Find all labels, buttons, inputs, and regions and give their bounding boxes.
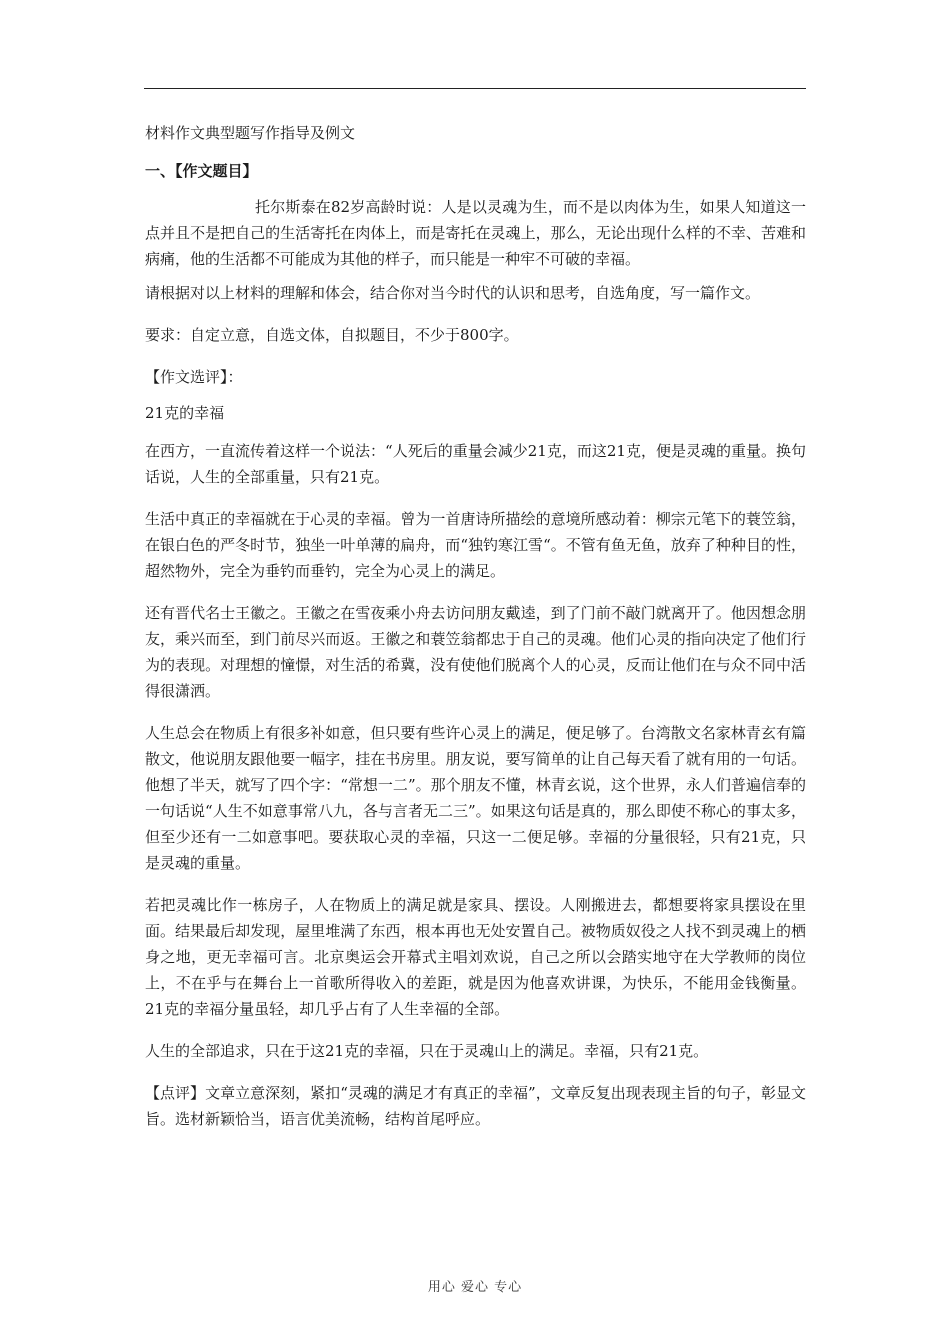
essay-title: 21克的幸福 — [145, 404, 225, 422]
essay-paragraph: 若把灵魂比作一栋房子，人在物质上的满足就是家具、摆设。人刚搬进去，都想要将家具摆设在里面。结果最后却发现，屋里堆满了东西，根本再也无处安置自己。被物质奴役之人找不到灵魂上的栖身之地，更无幸福可言。北京奥运会开幕式主唱刘欢说，自己之所以会踏实地守在大学教师的岗位上，不在乎与在舞台上一首歌所得收入的差距，就是因为他喜欢讲课，为快乐，不能用金钱衡量。21克的幸福分量虽轻，却几乎占有了人生幸福的全部。 — [145, 896, 806, 1018]
essay-paragraph: 还有晋代名士王徽之。王徽之在雪夜乘小舟去访问朋友戴逵，到了门前不敲门就离开了。他因想念朋友，乘兴而至，到门前尽兴而返。王徽之和蓑笠翁都忠于自己的灵魂。他们心灵的指向决定了他们行为的表现。对理想的憧憬，对生活的希冀，没有使他们脱离个人的心灵，反而让他们在与众不同中活得很潇洒。 — [145, 604, 806, 700]
essay-paragraph: 在西方，一直流传着这样一个说法：“人死后的重量会减少21克，而这21克，便是灵魂的重量。换句话说，人生的全部重量，只有21克。 — [145, 442, 806, 486]
prompt-instruction: 请根据对以上材料的理解和体会，结合你对当今时代的认识和思考，自选角度，写一篇作文。 — [145, 284, 761, 302]
essay-paragraph: 人生的全部追求，只在于这21克的幸福，只在于灵魂山上的满足。幸福，只有21克。 — [145, 1042, 709, 1060]
section-heading: 一、【作文题目】 — [145, 162, 258, 180]
essay-paragraph: 人生总会在物质上有很多补如意，但只要有些许心灵上的满足，便足够了。台湾散文名家林青玄有篇散文，他说朋友跟他要一幅字，挂在书房里。朋友说，要写简单的让自己每天看了就有用的一句话。他想了半天，就写了四个字：“常想一二”。那个朋友不懂，林青玄说，这个世界，永人们普遍信奉的一句话说“人生不如意事常八九，各与言者无二三”。如果这句话是真的，那么即使不称心的事太多，但至少还有一二如意事吧。要获取心灵的幸福，只这一二便足够。幸福的分量很轻，只有21克，只是灵魂的重量。 — [145, 724, 806, 872]
essay-paragraph: 生活中真正的幸福就在于心灵的幸福。曾为一首唐诗所描绘的意境所感动着：柳宗元笔下的蓑笠翁，在银白色的严冬时节，独坐一叶单薄的扁舟，而“独钓寒江雪“。不管有鱼无鱼，放弃了种种目的性，超然物外，完全为垂钓而垂钓，完全为心灵上的满足。 — [145, 510, 806, 580]
comment-paragraph — [145, 1080, 806, 1132]
comment-label: 【点评】 — [145, 1084, 206, 1102]
comment-text: 文章立意深刻，紧扣“灵魂的满足才有真正的幸福”，文章反复出现表现主旨的句子，彰显文旨。选材新颖恰当，语言优美流畅，结构首尾呼应。 — [145, 1084, 806, 1128]
prompt-requirement: 要求：自定立意，自选文体，自拟题目，不少于800字。 — [145, 326, 519, 344]
document-title: 材料作文典型题写作指导及例文 — [145, 124, 356, 142]
page-footer: 用心 爱心 专心 — [427, 1280, 523, 1295]
document-body — [145, 120, 806, 1148]
review-label: 【作文选评】： — [145, 368, 243, 386]
prompt-quote: 托尔斯泰在82岁高龄时说：人是以灵魂为生，而不是以肉体为生，如果人知道这一点并且不是把自己的生活寄托在肉体上，而是寄托在灵魂上，那么，无论出现什么样的不幸、苦难和病痛，他的生活都不可能成为其他的样子，而只能是一种牢不可破的幸福。 — [145, 198, 806, 268]
header-rule — [144, 88, 806, 89]
